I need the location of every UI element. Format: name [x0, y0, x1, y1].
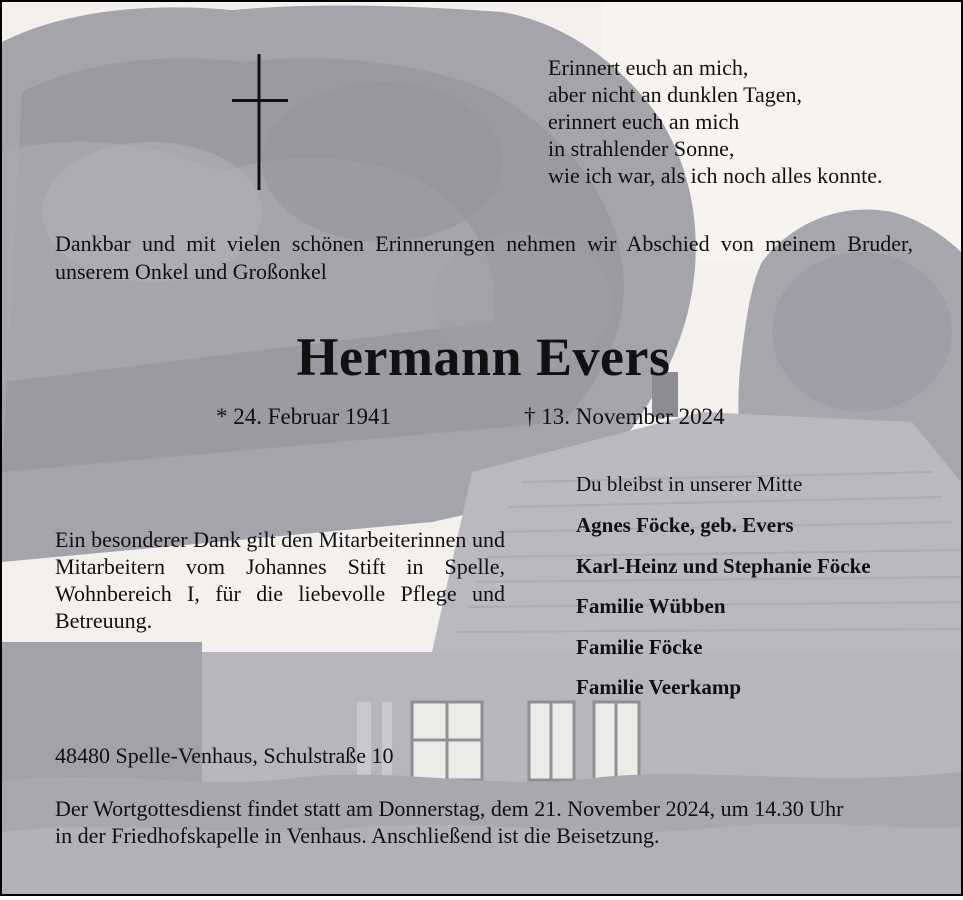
service-line: in der Friedhofskapelle in Venhaus. Anschließend ist die Beisetzung. — [55, 823, 660, 848]
mourner-name: Familie Wübben — [576, 594, 726, 618]
mourner-name: Agnes Föcke, geb. Evers — [576, 513, 794, 537]
mourner-name: Familie Veerkamp — [576, 675, 742, 699]
farewell-intro: Dankbar und mit vielen schönen Erinnerungen nehmen wir Abschied von meinem Bruder, unserem Onkel und Großonkel — [55, 231, 913, 284]
latin-cross-icon — [230, 52, 290, 192]
mourners-list — [576, 469, 936, 708]
deceased-name: Hermann Evers — [296, 327, 671, 387]
service-line: Der Wortgottesdienst findet statt am Donnerstag, dem 21. November 2024, um 14.30 Uhr — [55, 796, 844, 821]
birth-date: * 24. Februar 1941 — [216, 404, 392, 429]
service-info — [55, 795, 935, 849]
mourners-intro: Du bleibst in unserer Mitte — [576, 472, 803, 496]
poem-line: wie ich war, als ich noch alles konnte. — [548, 163, 883, 188]
family-address: 48480 Spelle-Venhaus, Schulstraße 10 — [55, 743, 394, 768]
thanks-note: Ein besonderer Dank gilt den Mitarbeiterinnen und Mitarbeitern vom Johannes Stift in Spelle, Wohnbereich I, für die liebevolle Pflege und Betreuung. — [55, 527, 505, 633]
death-date: † 13. November 2024 — [524, 404, 725, 429]
mourner-name: Familie Föcke — [576, 634, 703, 659]
mourner-name: Karl-Heinz und Stephanie Föcke — [576, 553, 871, 578]
poem-line: in strahlender Sonne, — [548, 136, 735, 161]
memorial-poem — [548, 54, 938, 189]
poem-line: Erinnert euch an mich, — [548, 55, 749, 80]
poem-line: aber nicht an dunklen Tagen, — [548, 82, 803, 107]
poem-line: erinnert euch an mich — [548, 109, 740, 134]
